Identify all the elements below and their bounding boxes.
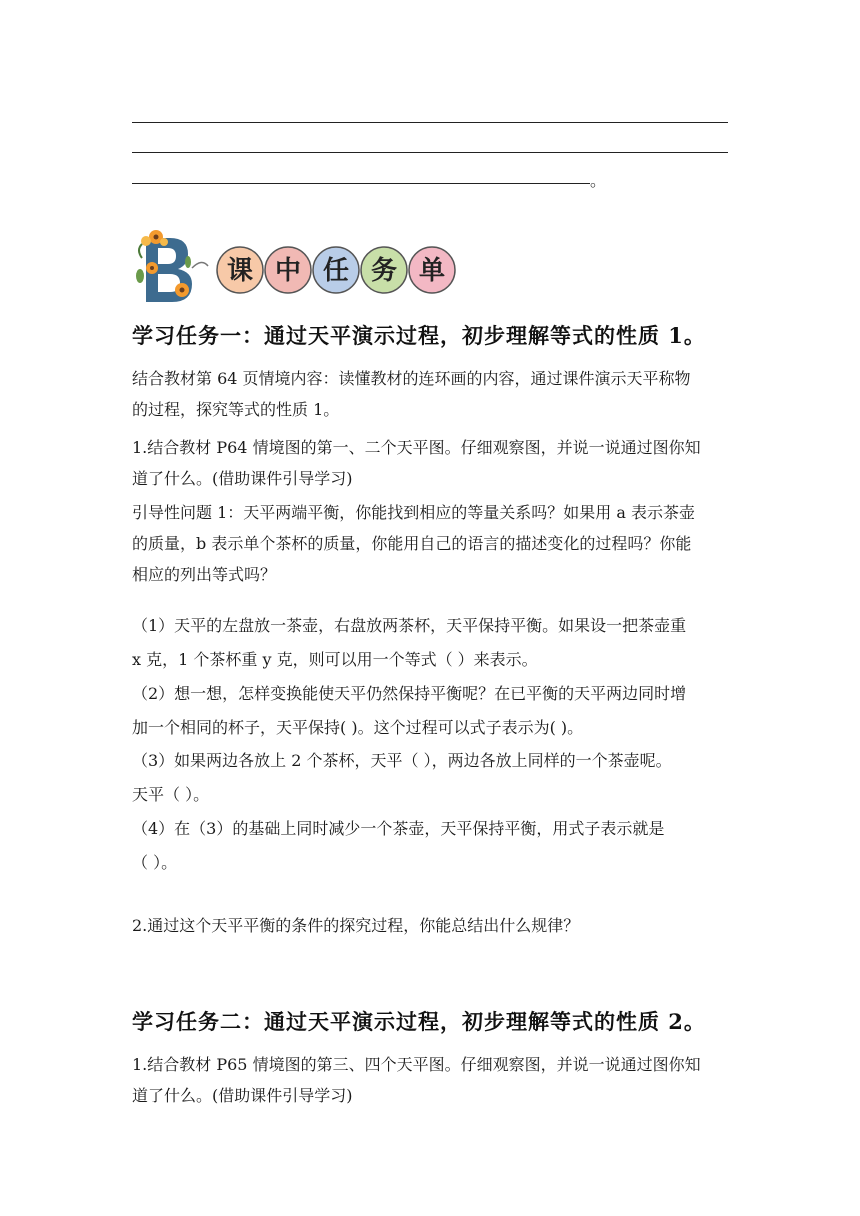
- in-class-task-sheet-banner: [134, 228, 474, 308]
- banner-chip-zhong: [265, 247, 311, 293]
- task2-question1-line2: 道了什么。(借助课件引导学习): [132, 1086, 353, 1105]
- banner-chip-ren: [313, 247, 359, 293]
- task1-step2-line1: （2）想一想，怎样变换能使天平仍然保持平衡呢？在已平衡的天平两边同时增: [132, 684, 687, 703]
- answer-line-end-mark: 。: [590, 171, 607, 190]
- task1-step4-line1: （4）在（3）的基础上同时减少一个茶壶，天平保持平衡，用式子表示就是: [132, 819, 665, 838]
- task2-heading: 学习任务二：通过天平演示过程，初步理解等式的性质 2。: [132, 1009, 706, 1034]
- task1-question1-line2: 道了什么。(借助课件引导学习): [132, 469, 353, 488]
- svg-text:任: 任: [322, 256, 350, 286]
- task1-step2-line2: 加一个相同的杯子，天平保持( )。这个过程可以式子表示为( )。: [132, 718, 584, 737]
- banner-chip-dan: [409, 247, 455, 293]
- svg-text:中: 中: [274, 256, 302, 286]
- task1-intro-line2: 的过程，探究等式的性质 1。: [132, 400, 340, 419]
- answer-line-1: [132, 122, 728, 123]
- task1-step4-line2: （ ）。: [132, 853, 178, 872]
- task2-question1-line1: 1.结合教材 P65 情境图的第三、四个天平图。仔细观察图，并说一说通过图你知: [132, 1055, 701, 1074]
- task1-heading: 学习任务一：通过天平演示过程，初步理解等式的性质 1。: [132, 323, 706, 348]
- banner-chip-ke: [217, 247, 263, 293]
- task1-step1-line1: （1）天平的左盘放一茶壶，右盘放两茶杯，天平保持平衡。如果设一把茶壶重: [132, 616, 687, 635]
- svg-text:单: 单: [418, 256, 446, 286]
- task1-guide-question-line2: 的质量，b 表示单个茶杯的质量，你能用自己的语言的描述变化的过程吗？你能: [132, 534, 692, 553]
- task1-step1-line2: x 克，1 个茶杯重 y 克，则可以用一个等式（ ）来表示。: [132, 650, 538, 669]
- svg-text:务: 务: [370, 256, 398, 286]
- svg-text:课: 课: [226, 256, 254, 286]
- task1-question2: 2.通过这个天平平衡的条件的探究过程，你能总结出什么规律？: [132, 916, 580, 935]
- task1-guide-question-line3: 相应的列出等式吗？: [132, 565, 277, 584]
- floral-letter-b-logo: [136, 230, 208, 302]
- task1-question1-line1: 1.结合教材 P64 情境图的第一、二个天平图。仔细观察图，并说一说通过图你知: [132, 438, 701, 457]
- banner-chip-wu: [361, 247, 407, 293]
- answer-line-2: [132, 152, 728, 153]
- task1-step3-line1: （3）如果两边各放上 2 个茶杯，天平（ ），两边各放上同样的一个茶壶呢。: [132, 751, 672, 770]
- answer-line-3: [132, 183, 590, 184]
- task1-intro-line1: 结合教材第 64 页情境内容：读懂教材的连环画的内容，通过课件演示天平称物: [132, 369, 691, 388]
- task1-step3-line2: 天平（ ）。: [132, 785, 210, 804]
- task1-guide-question-line1: 引导性问题 1：天平两端平衡，你能找到相应的等量关系吗？如果用 a 表示茶壶: [132, 503, 695, 522]
